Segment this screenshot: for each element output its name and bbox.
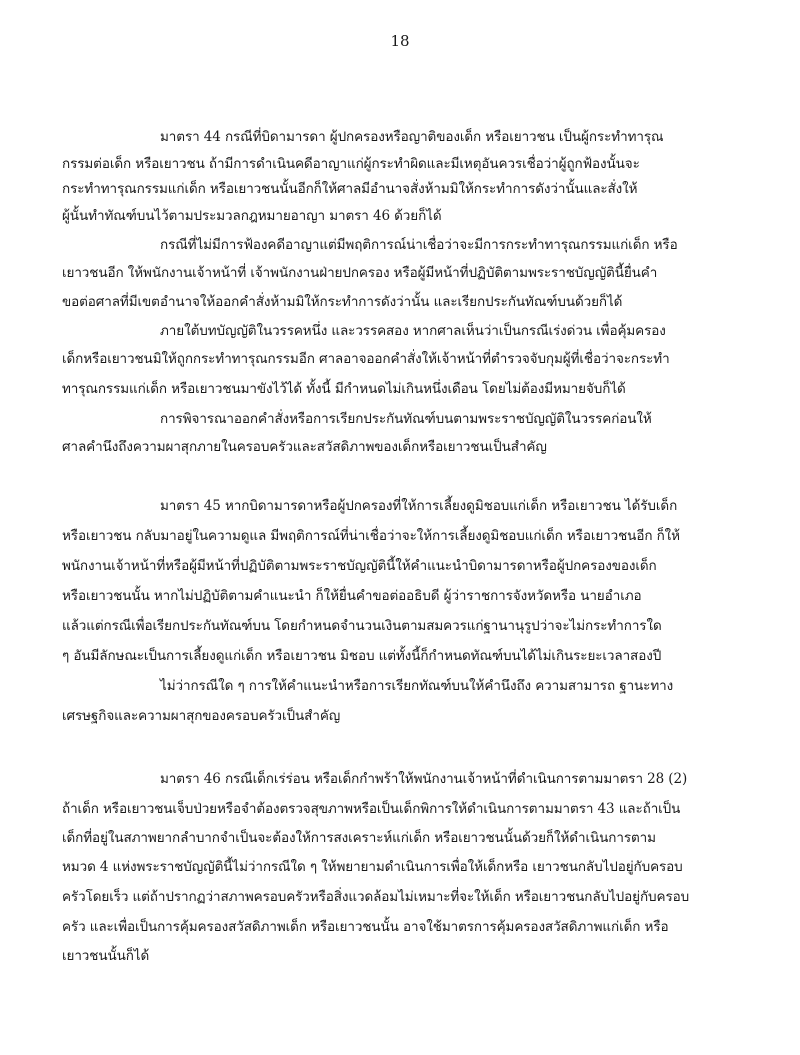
text-line: กรรมต่อเด็ก หรือเยาวชน ถ้ามีการดำเนินคดีอาญาแก่ผู้กระทำผิดและมีเหตุอันควรเชื่อว่าผู้ถูกฟ้องนั้นจะ <box>62 156 640 172</box>
text-line: มาตรา 45 หากบิดามารดาหรือผู้ปกครองที่ให้การเลี้ยงดูมิชอบแก่เด็ก หรือเยาวชน ได้รับเด็ก <box>160 498 678 514</box>
text-line: เศรษฐกิจและความผาสุกของครอบครัวเป็นสำคัญ <box>62 708 341 724</box>
text-line: การพิจารณาออกคำสั่งหรือการเรียกประกันทัณฑ์บนตามพระราชบัญญัติในวรรคก่อนให้ <box>160 411 652 427</box>
text-line: เยาวชนอีก ให้พนักงานเจ้าหน้าที่ เจ้าพนักงานฝ่ายปกครอง หรือผู้มีหน้าที่ปฏิบัติตามพระราชบัญญัตินี้ยื่นคำ <box>62 265 658 281</box>
text-line: ภายใต้บทบัญญัติในวรรคหนึ่ง และวรรคสอง หากศาลเห็นว่าเป็นกรณีเร่งด่วน เพื่อคุ้มครอง <box>160 323 666 339</box>
text-line: ทารุณกรรมแก่เด็ก หรือเยาวชนมาขังไว้ได้ ทั้งนี้ มีกำหนดไม่เกินหนึ่งเดือน โดยไม่ต้องมีหมายจับก็ได้ <box>62 381 626 397</box>
text-line: ครัว และเพื่อเป็นการคุ้มครองสวัสดิภาพเด็ก หรือเยาวชนนั้น อาจใช้มาตรการคุ้มครองสวัสดิภาพแก่เด็ก หรือ <box>62 919 669 935</box>
text-line: หมวด 4 แห่งพระราชบัญญัตินี้ไม่ว่ากรณีใด ๆ ให้พยายามดำเนินการเพื่อให้เด็กหรือ เยาวชนกลับไปอยู่กับครอบ <box>62 859 683 875</box>
text-line: ครัวโดยเร็ว แต่ถ้าปรากฏว่าสภาพครอบครัวหรือสิ่งแวดล้อมไม่เหมาะที่จะให้เด็ก หรือเยาวชนกลับไปอยู่กับครอบ <box>62 889 690 905</box>
text-line: แล้วแต่กรณีเพื่อเรียกประกันทัณฑ์บน โดยกำหนดจำนวนเงินตามสมควรแก่ฐานานุรูปว่าจะไม่กระทำการใด <box>62 618 662 634</box>
text-line: ขอต่อศาลที่มีเขตอำนาจให้ออกคำสั่งห้ามมิให้กระทำการดังว่านั้น และเรียกประกันทัณฑ์บนด้วยก็ได้ <box>62 294 623 310</box>
text-line: เด็กหรือเยาวชนมิให้ถูกกระทำทารุณกรรมอีก ศาลอาจออกคำสั่งให้เจ้าหน้าที่ตำรวจจับกุมผู้ที่เชื่อว่าจะกระทำ <box>62 351 670 367</box>
text-line: ๆ อันมีลักษณะเป็นการเลี้ยงดูแก่เด็ก หรือเยาวชน มิชอบ แต่ทั้งนี้ก็กำหนดทัณฑ์บนได้ไม่เกินระยะเวลาสองปี <box>62 648 662 664</box>
text-line: มาตรา 46 กรณีเด็กเร่ร่อน หรือเด็กกำพร้าให้พนักงานเจ้าหน้าที่ดำเนินการตามมาตรา 28 (2) <box>160 771 688 787</box>
text-line: ไม่ว่ากรณีใด ๆ การให้คำแนะนำหรือการเรียกทัณฑ์บนให้คำนึงถึง ความสามารถ ฐานะทาง <box>160 678 674 694</box>
text-line: ผู้นั้นทำทัณฑ์บนไว้ตามประมวลกฎหมายอาญา มาตรา 46 ด้วยก็ได้ <box>62 208 442 224</box>
text-line: หรือเยาวชนนั้น หากไม่ปฏิบัติตามคำแนะนำ ก็ให้ยื่นคำขอต่ออธิบดี ผู้ว่าราชการจังหวัดหรือ นายอำเภอ <box>62 588 642 604</box>
text-line: หรือเยาวชน กลับมาอยู่ในความดูแล มีพฤติการณ์ที่น่าเชื่อว่าจะให้การเลี้ยงดูมิชอบแก่เด็ก หรือเยาวชนอีก ก็ให้ <box>62 528 680 544</box>
text-line: เยาวชนนั้นก็ได้ <box>62 948 150 964</box>
page-number: 18 <box>390 32 410 50</box>
text-line: มาตรา 44 กรณีที่บิดามารดา ผู้ปกครองหรือญาติของเด็ก หรือเยาวชน เป็นผู้กระทำทารุณ <box>160 129 664 145</box>
text-line: ถ้าเด็ก หรือเยาวชนเจ็บป่วยหรือจำต้องตรวจสุขภาพหรือเป็นเด็กพิการให้ดำเนินการตามมาตรา 43 และถ้าเป็น <box>62 801 681 817</box>
text-line: พนักงานเจ้าหน้าที่หรือผู้มีหน้าที่ปฏิบัติตามพระราชบัญญัตินี้ให้คำแนะนำบิดามารดาหรือผู้ปกครองของเด็ก <box>62 558 657 574</box>
text-line: กรณีที่ไม่มีการฟ้องคดีอาญาแต่มีพฤติการณ์น่าเชื่อว่าจะมีการกระทำทารุณกรรมแก่เด็ก หรือ <box>160 237 678 253</box>
text-line: กระทำทารุณกรรมแก่เด็ก หรือเยาวชนนั้นอีกก็ให้ศาลมีอำนาจสั่งห้ามมิให้กระทำการดังว่านั้นและสั่งให้ <box>62 181 638 197</box>
text-line: ศาลคำนึงถึงความผาสุกภายในครอบครัวและสวัสดิภาพของเด็กหรือเยาวชนเป็นสำคัญ <box>62 439 547 455</box>
text-line: เด็กที่อยู่ในสภาพยากลำบากจำเป็นจะต้องให้การสงเคราะห์แก่เด็ก หรือเยาวชนนั้นด้วยก็ให้ดำเนินการตาม <box>62 830 656 846</box>
